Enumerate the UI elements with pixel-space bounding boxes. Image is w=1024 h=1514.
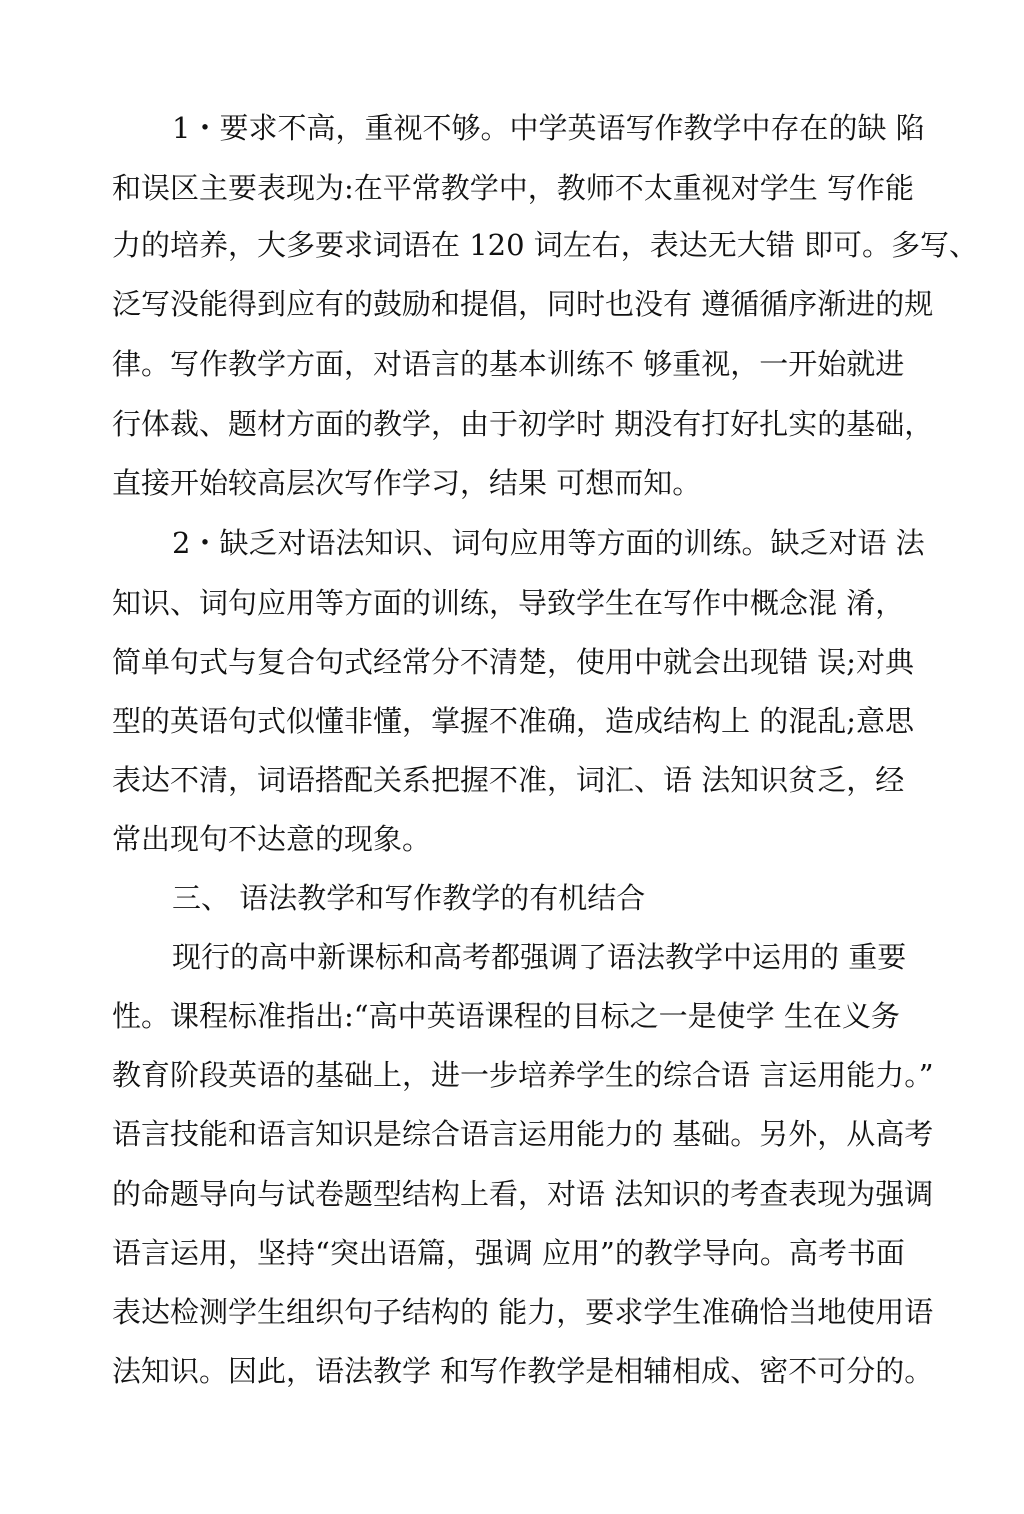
text-line: 律。写作教学方面，对语言的基本训练不 够重视，一开始就进 <box>112 347 905 381</box>
text-line: 表达不清，词语搭配关系把握不准，词汇、语 法知识贫乏，经 <box>112 763 905 797</box>
text-line: 简单句式与复合句式经常分不清楚，使用中就会出现错 误;对典 <box>112 645 914 679</box>
text-line: 语言技能和语言知识是综合语言运用能力的 基础。另外，从高考 <box>112 1117 934 1151</box>
text-line: 知识、词句应用等方面的训练，导致学生在写作中概念混 淆， <box>112 586 905 620</box>
text-line: 1・要求不高，重视不够。中学英语写作教学中存在的缺 陷 <box>172 111 925 145</box>
text-line: 行体裁、题材方面的教学，由于初学时 期没有打好扎实的基础， <box>112 407 934 441</box>
text-line: 现行的高中新课标和高考都强调了语法教学中运用的 重要 <box>172 940 907 974</box>
section-heading: 三、 语法教学和写作教学的有机结合 <box>172 881 646 915</box>
text-line: 直接开始较高层次写作学习，结果 可想而知。 <box>112 466 702 500</box>
text-line: 教育阶段英语的基础上，进一步培养学生的综合语 言运用能力。” <box>112 1058 934 1092</box>
text-line: 法知识。因此，语法教学 和写作教学是相辅相成、密不可分的。 <box>112 1354 934 1388</box>
text-line: 和误区主要表现为:在平常教学中，教师不太重视对学生 写作能 <box>112 171 914 205</box>
text-line: 性。课程标准指出:“高中英语课程的目标之一是使学 生在义务 <box>112 999 900 1033</box>
text-line: 泛写没能得到应有的鼓励和提倡，同时也没有 遵循循序渐进的规 <box>112 287 934 321</box>
text-line: 型的英语句式似懂非懂，掌握不准确，造成结构上 的混乱;意思 <box>112 704 914 738</box>
text-line: 常出现句不达意的现象。 <box>112 822 432 856</box>
text-line: 2・缺乏对语法知识、词句应用等方面的训练。缺乏对语 法 <box>172 526 925 560</box>
text-line: 语言运用，坚持“突出语篇，强调 应用”的教学导向。高考书面 <box>112 1236 905 1270</box>
text-line: 的命题导向与试卷题型结构上看，对语 法知识的考查表现为强调 <box>112 1177 934 1211</box>
text-line: 表达检测学生组织句子结构的 能力，要求学生准确恰当地使用语 <box>112 1295 934 1329</box>
text-line: 力的培养，大多要求词语在 120 词左右，表达无大错 即可。多写、 <box>112 228 979 262</box>
